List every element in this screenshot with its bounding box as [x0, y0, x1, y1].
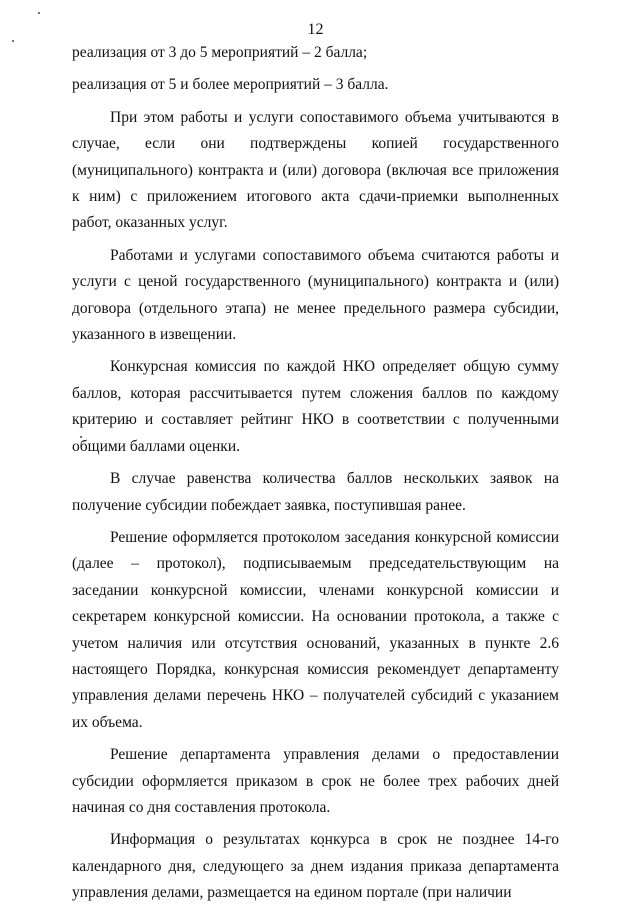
paragraph-3: При этом работы и услуги сопоставимого объема учитываются в случае, если они подтверждены копией государственного (муниципального) контракта и (или) договора (включая все приложения к ним) с приложением итогового акта сдачи-приемки выполненных работ, оказанных услуг. [72, 108, 559, 232]
paragraph-9: Информация о результатах конкурса в срок не позднее 14-го календарного дня, следующего за днем издания приказа департамента управления делами, размещается на едином портале (при наличии [72, 831, 559, 902]
page-number: 12 [307, 21, 324, 38]
paragraph-1: реализация от 3 до 5 мероприятий – 2 балла; [72, 44, 368, 61]
paragraph-7: Решение оформляется протоколом заседания конкурсной комиссии (далее – протокол), подписываемым председательствующим на заседании конкурсной комиссии, членами конкурсной комиссии и секретарем конкурсной комиссии. На основании протокола, а также с учетом наличия или отсутствия оснований, указанных в пункте 2.6 настоящего Порядка, конкурсная комиссия рекомендует департаменту управления делами перечень НКО – получателей субсидий с указанием их объема. [72, 528, 559, 731]
paragraph-4: Работами и услугами сопоставимого объема считаются работы и услуги с ценой государственного (муниципального) контракта и (или) договора (отдельного этапа) не менее предельного размера субсидии, указанного в извещении. [72, 246, 559, 344]
body-text [72, 40, 559, 907]
paragraph-8: Решение департамента управления делами о предоставлении субсидии оформляется приказом в срок не более трех рабочих дней начиная со дня составления протокола. [72, 746, 559, 816]
paragraph-2: реализация от 5 и более мероприятий – 3 балла. [72, 76, 389, 94]
paragraph-6: В случае равенства количества баллов нескольких заявок на получение субсидии побеждает заявка, поступившая ранее. [72, 470, 559, 514]
scan-speck [12, 40, 14, 42]
scan-speck [38, 12, 40, 14]
paragraph-5: Конкурсная комиссия по каждой НКО определяет общую сумму баллов, которая рассчитывается путем сложения баллов по каждому критерию и составляет рейтинг НКО в соответствии с полученными общими баллами оценки. [72, 358, 559, 455]
